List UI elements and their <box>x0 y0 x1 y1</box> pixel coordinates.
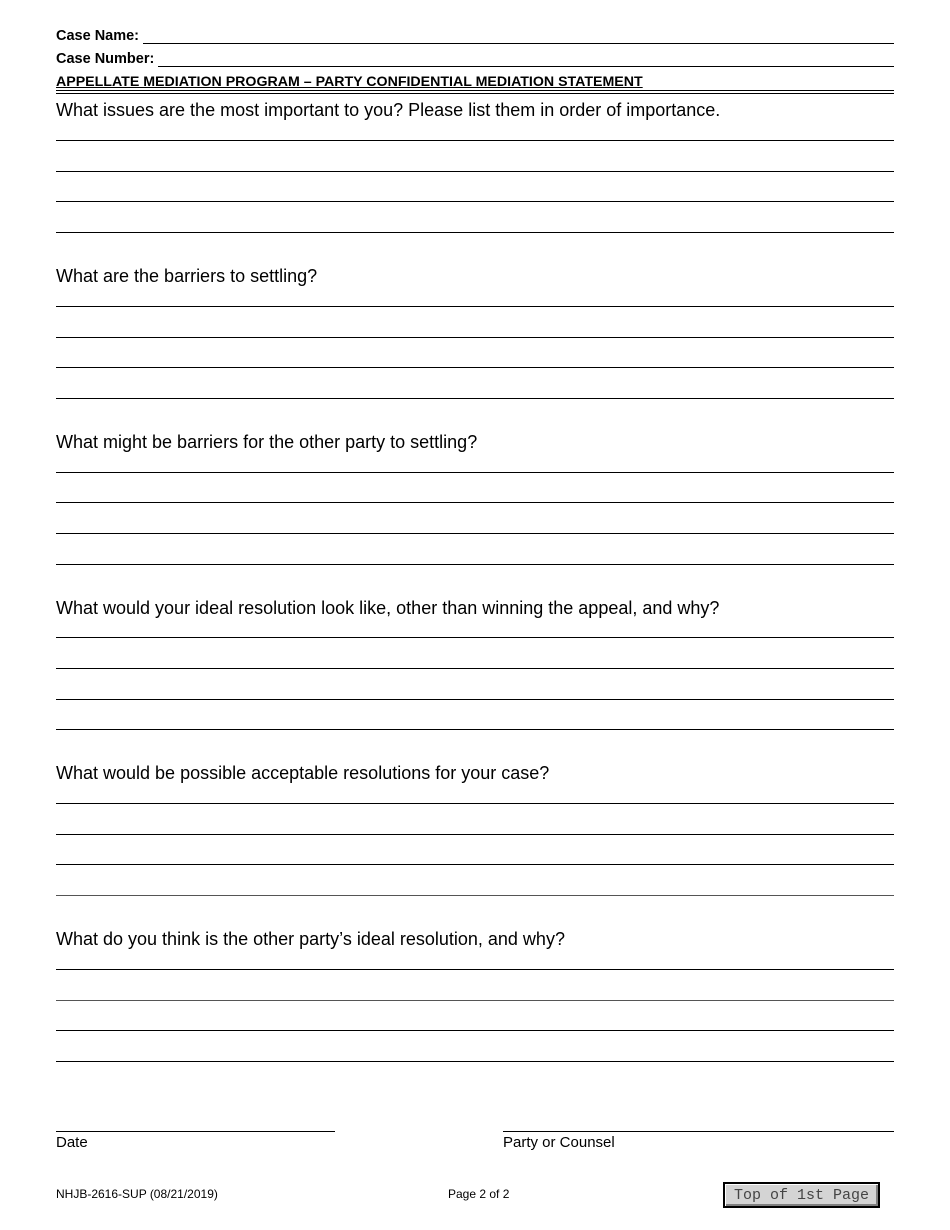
answer-3-line-3[interactable] <box>56 533 894 534</box>
form-title-row <box>56 73 894 91</box>
case-number-field[interactable] <box>158 53 894 67</box>
answer-4-line-3[interactable] <box>56 699 894 700</box>
date-label: Date <box>56 1134 88 1151</box>
form-title: APPELLATE MEDIATION PROGRAM – PARTY CONFIDENTIAL MEDIATION STATEMENT <box>56 74 643 90</box>
question-5: What would be possible acceptable resolutions for your case? <box>56 763 550 783</box>
answer-4-line-4[interactable] <box>56 729 894 730</box>
question-4: What would your ideal resolution look like, other than winning the appeal, and why? <box>56 598 720 618</box>
answer-3-line-1[interactable] <box>56 472 894 473</box>
answer-4-line-2[interactable] <box>56 668 894 669</box>
answer-6-line-3[interactable] <box>56 1030 894 1031</box>
case-name-row <box>56 28 894 44</box>
case-name-field[interactable] <box>143 30 894 44</box>
case-number-label: Case Number: <box>56 51 155 67</box>
question-2: What are the barriers to settling? <box>56 266 318 286</box>
answer-2-line-2[interactable] <box>56 337 894 338</box>
answer-5-line-1[interactable] <box>56 803 894 804</box>
answer-2-line-1[interactable] <box>56 306 894 307</box>
answer-5-line-2[interactable] <box>56 834 894 835</box>
answer-3-line-4[interactable] <box>56 564 894 565</box>
question-6: What do you think is the other party’s ideal resolution, and why? <box>56 929 565 949</box>
answer-6-line-1[interactable] <box>56 969 894 970</box>
form-id: NHJB-2616-SUP (08/21/2019) <box>56 1187 218 1201</box>
answer-6-line-4[interactable] <box>56 1061 894 1062</box>
top-of-first-page-button[interactable]: Top of 1st Page <box>723 1182 880 1208</box>
answer-1-line-1[interactable] <box>56 140 894 141</box>
answer-6-line-2[interactable] <box>56 1000 894 1001</box>
question-3: What might be barriers for the other party to settling? <box>56 432 478 452</box>
page-number: Page 2 of 2 <box>448 1187 510 1201</box>
party-label: Party or Counsel <box>503 1134 615 1151</box>
question-1: What issues are the most important to you? Please list them in order of importance. <box>56 100 721 120</box>
answer-1-line-4[interactable] <box>56 232 894 233</box>
answer-5-line-3[interactable] <box>56 864 894 865</box>
answer-2-line-3[interactable] <box>56 367 894 368</box>
answer-3-line-2[interactable] <box>56 502 894 503</box>
case-name-label: Case Name: <box>56 28 140 44</box>
answer-1-line-2[interactable] <box>56 171 894 172</box>
answer-1-line-3[interactable] <box>56 201 894 202</box>
case-number-row <box>56 51 894 67</box>
party-signature-field[interactable] <box>503 1131 894 1132</box>
answer-5-line-4[interactable] <box>56 895 894 896</box>
date-field[interactable] <box>56 1131 335 1132</box>
answer-4-line-1[interactable] <box>56 637 894 638</box>
answer-2-line-4[interactable] <box>56 398 894 399</box>
